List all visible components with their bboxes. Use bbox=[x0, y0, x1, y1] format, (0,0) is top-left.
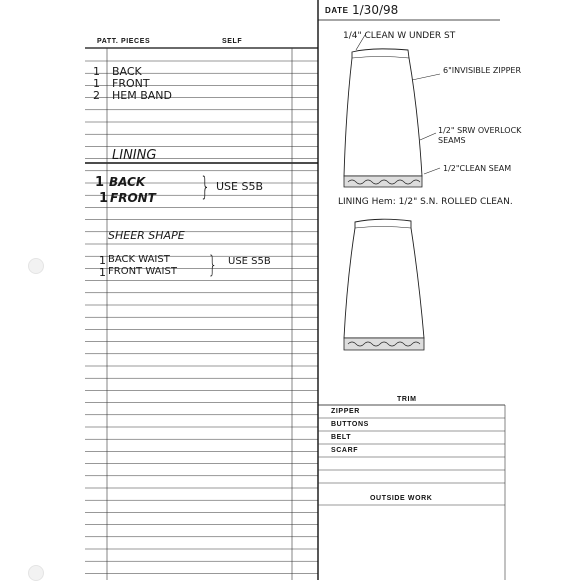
column-header-patt-pieces: PATT. PIECES bbox=[97, 38, 151, 45]
sheer-heading: SHEER SHAPE bbox=[108, 229, 185, 242]
lining-entry-name: BACK bbox=[109, 175, 146, 189]
seams-note-text: 1/2" SRW OVERLOCK SEAMS bbox=[438, 126, 522, 145]
sheer-entry-name: BACK WAIST bbox=[108, 254, 170, 265]
seams-arrow bbox=[420, 133, 436, 140]
lining-hem-note bbox=[338, 197, 538, 208]
trim-title: TRIM bbox=[397, 396, 417, 403]
lining-entry-name: FRONT bbox=[110, 191, 156, 205]
outside-work-label: OUTSIDE WORK bbox=[370, 495, 433, 502]
skirt-sketch-front bbox=[344, 49, 422, 176]
sheer-note: USE S5B bbox=[228, 256, 271, 267]
sheer-entry-qty: 1 bbox=[99, 254, 106, 267]
self-entry-qty: 1 bbox=[93, 77, 100, 90]
clean-seam-arrow bbox=[424, 168, 440, 174]
skirt-sketch-lining bbox=[344, 219, 424, 338]
zipper-arrow bbox=[412, 74, 440, 80]
self-entry-name: FRONT bbox=[112, 77, 150, 90]
trim-item-zipper: ZIPPER bbox=[331, 408, 360, 415]
trim-item-buttons: BUTTONS bbox=[331, 421, 369, 428]
self-entry-qty: 1 bbox=[93, 65, 100, 78]
sheer-brace: } bbox=[208, 251, 218, 279]
lining-brace: } bbox=[200, 172, 211, 202]
zipper-note-text: 6"INVISIBLE ZIPPER bbox=[443, 66, 522, 75]
lining-waistband-line bbox=[355, 227, 411, 229]
waist-note: 1/4" CLEAN W UNDER ST bbox=[343, 31, 456, 41]
lining-entry-qty: 1 bbox=[95, 175, 105, 190]
seams-note bbox=[438, 126, 538, 146]
lining-entry-qty: 1 bbox=[99, 191, 109, 206]
self-entry-name: HEM BAND bbox=[112, 89, 172, 102]
self-entry-qty: 2 bbox=[93, 89, 100, 102]
lining-note: USE S5B bbox=[216, 180, 264, 193]
lining-hem-note-text: LINING Hem: 1/2" S.N. ROLLED CLEAN. bbox=[338, 197, 513, 207]
sheer-entry-qty: 1 bbox=[99, 266, 106, 279]
date-value: 1/30/98 bbox=[352, 3, 399, 17]
sheer-entry-name: FRONT WAIST bbox=[108, 266, 177, 277]
lining-heading: LINING bbox=[112, 148, 157, 163]
column-header-self: SELF bbox=[222, 38, 243, 45]
trim-item-scarf: SCARF bbox=[331, 447, 359, 454]
date-label: DATE bbox=[325, 6, 349, 15]
zipper-note bbox=[443, 66, 533, 76]
self-entry-name: BACK bbox=[112, 65, 142, 78]
trim-item-belt: BELT bbox=[331, 434, 352, 441]
skirt-waistband-line bbox=[352, 57, 409, 59]
clean-seam-note: 1/2"CLEAN SEAM bbox=[443, 164, 512, 173]
